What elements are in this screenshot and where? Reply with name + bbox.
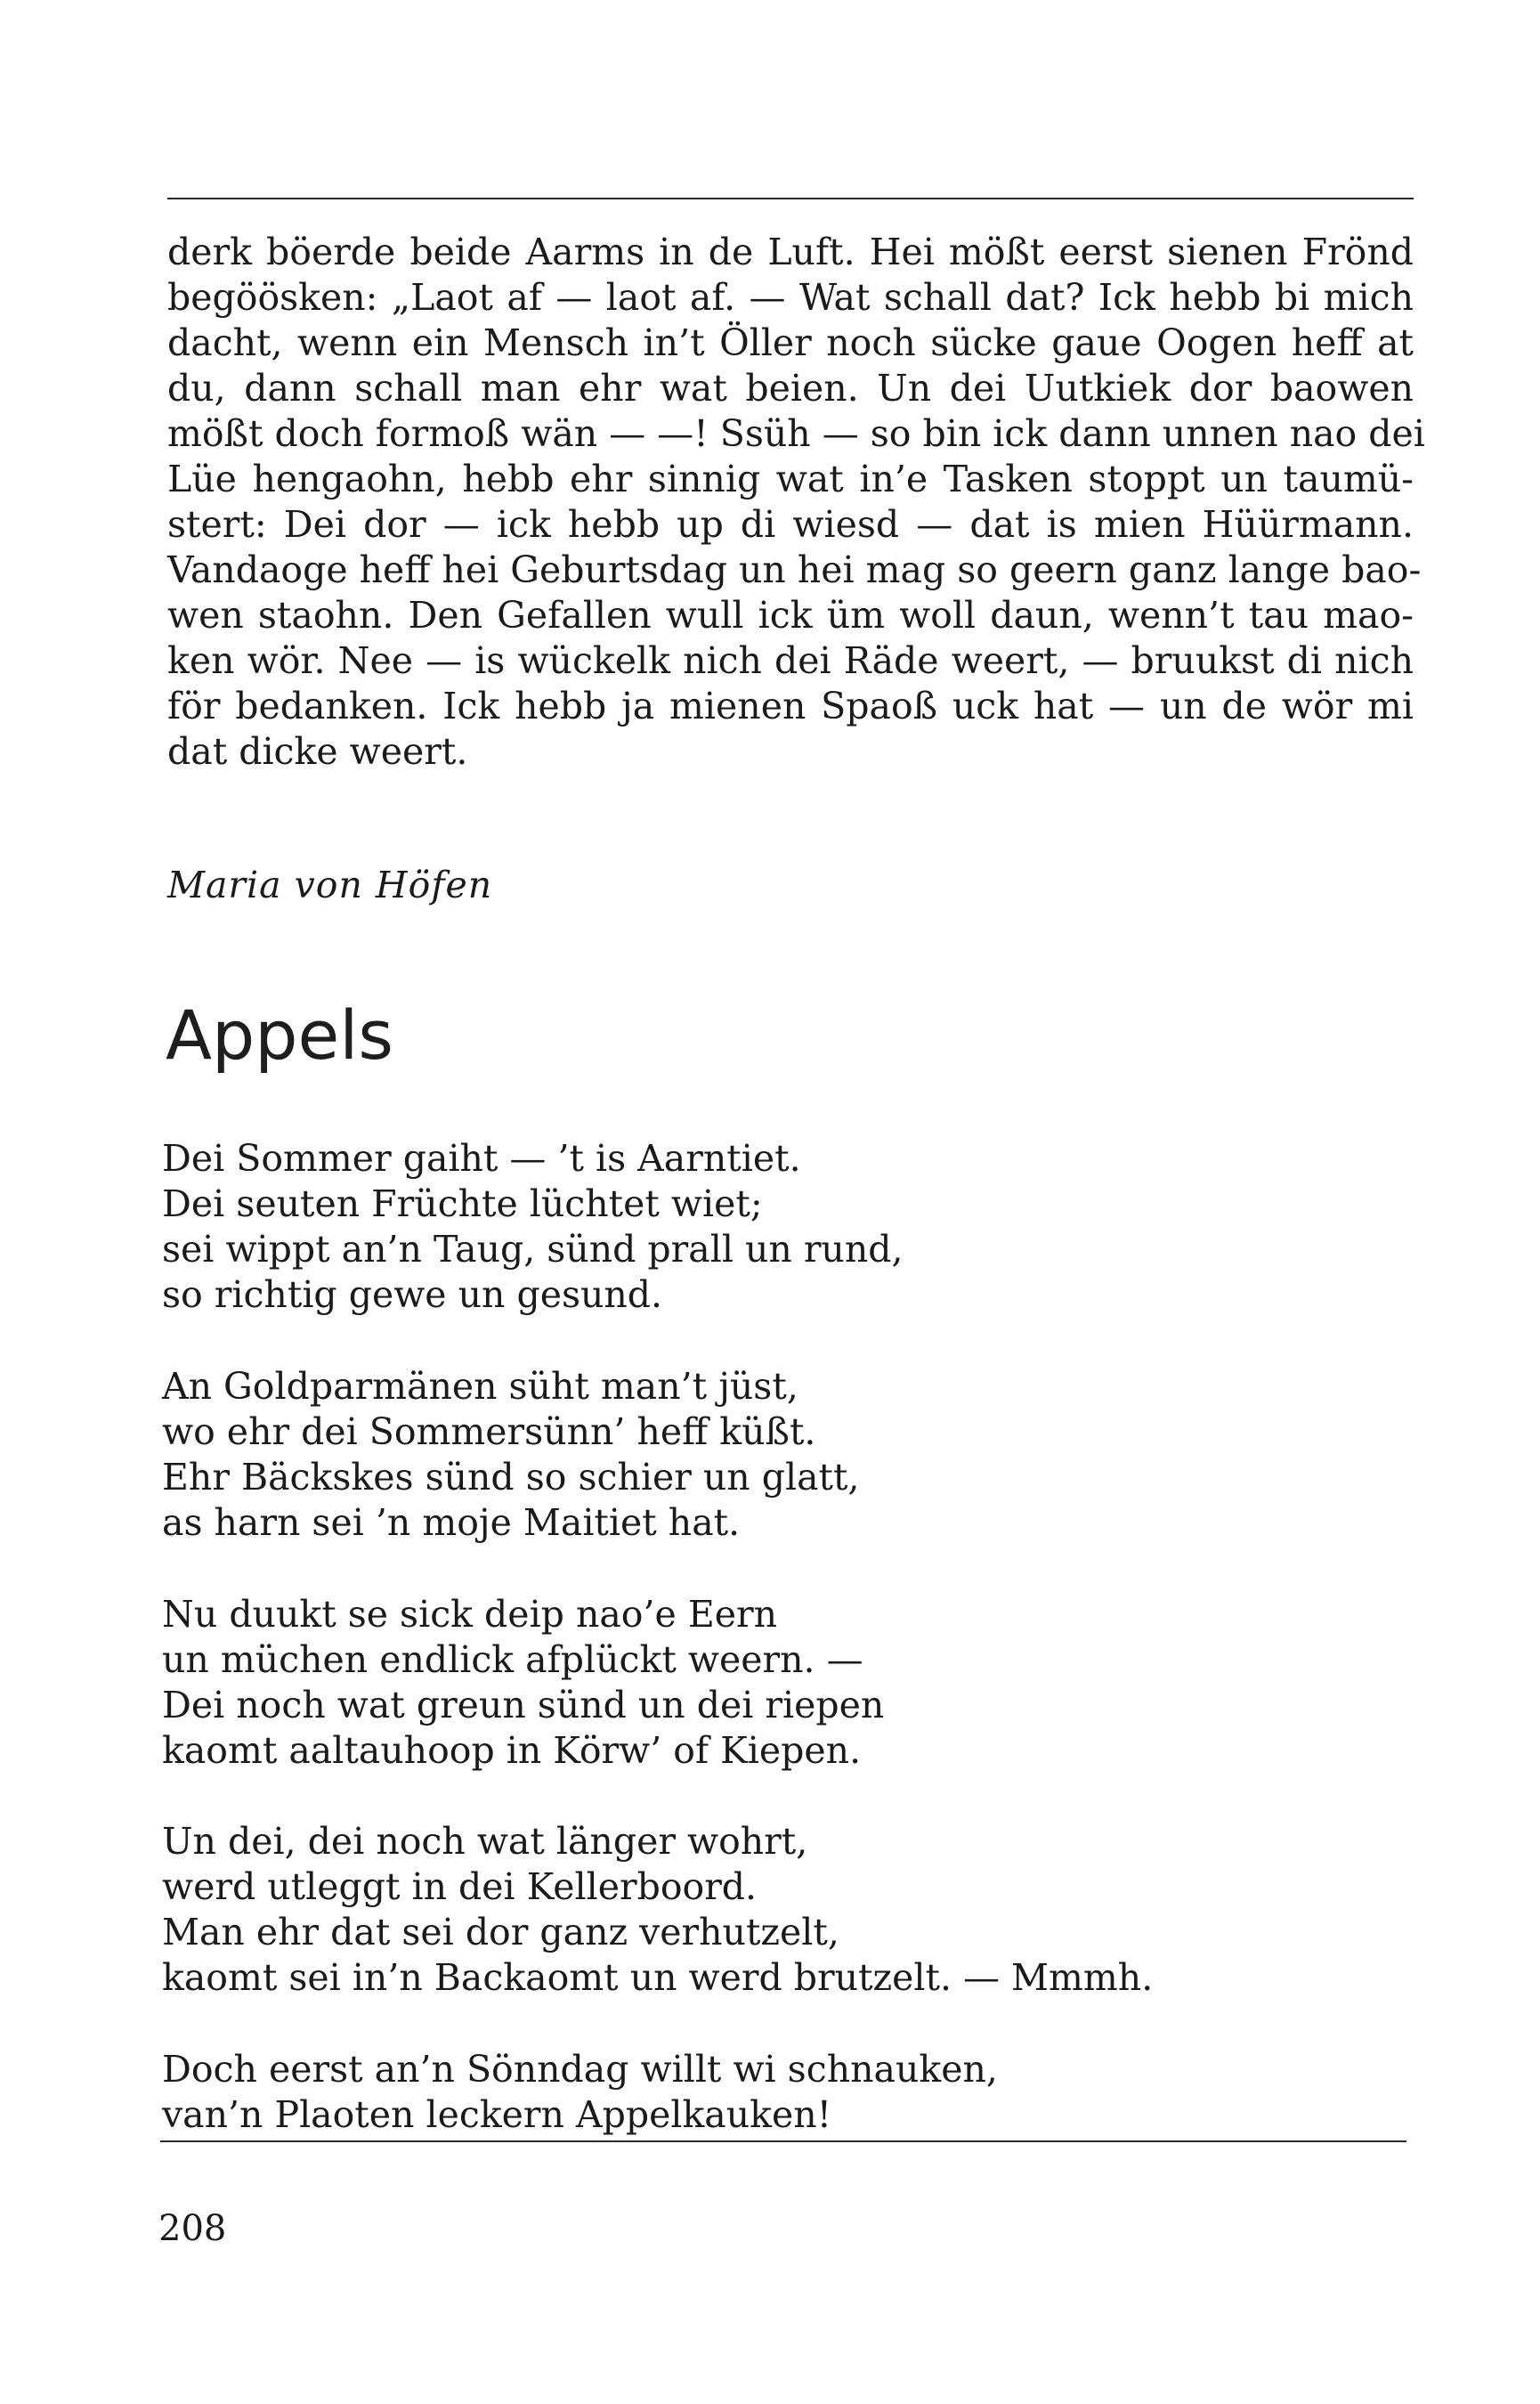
verse-line: An Goldparmänen süht man’t jüst,	[162, 1365, 798, 1408]
page-number: 208	[158, 2208, 227, 2249]
prose-line: wen staohn. Den Gefallen wull ick üm woll daun, wenn’t tau mao-	[167, 594, 1414, 637]
verse-line: kaomt aaltauhoop in Körw’ of Kiepen.	[162, 1729, 862, 1772]
top-rule	[167, 198, 1414, 199]
poem-stanza	[162, 1819, 1153, 2001]
verse-line: un müchen endlick afplückt weern. —	[162, 1638, 863, 1681]
verse-line: as harn sei ’n moje Maitiet hat.	[162, 1501, 741, 1544]
verse-line: Dei noch wat greun sünd un dei riepen	[162, 1684, 885, 1726]
verse-line: Nu duukt se sick deip nao’e Eern	[162, 1593, 778, 1636]
verse-line: Dei Sommer gaiht — ’t is Aarntiet.	[162, 1137, 801, 1180]
bottom-rule	[160, 2140, 1406, 2142]
poem-stanza	[162, 1364, 860, 1546]
prose-line: dacht, wenn ein Mensch in’t Öller noch sücke gaue Oogen heff at	[167, 321, 1414, 364]
author-name: Maria von Höfen	[167, 864, 493, 906]
verse-line: Dei seuten Früchte lüchtet wiet;	[162, 1182, 763, 1225]
prose-line: Vandaoge heff hei Geburtsdag un hei mag so geern ganz lange bao-	[167, 548, 1422, 591]
verse-line: Un dei, dei noch wat länger wohrt,	[162, 1820, 808, 1863]
prose-line: dat dicke weert.	[167, 730, 468, 773]
verse-line: wo ehr dei Sommersünn’ heff küßt.	[162, 1410, 816, 1453]
prose-line: stert: Dei dor — ick hebb up di wiesd — dat is mien Hüürmann.	[167, 503, 1414, 546]
prose-line: derk böerde beide Aarms in de Luft. Hei mößt eerst sienen Frönd	[167, 231, 1414, 273]
prose-line: begöösken: „Laot af — laot af. — Wat schall dat? Ick hebb bi mich	[167, 276, 1414, 319]
verse-line: kaomt sei in’n Backaomt un werd brutzelt. — Mmmh.	[162, 1956, 1154, 1999]
poem-stanza	[162, 1136, 904, 1318]
verse-line: Doch eerst an’n Sönndag willt wi schnauken,	[162, 2048, 998, 2091]
poem-title: Appels	[166, 995, 393, 1075]
prose-line: mößt doch formoß wän — —! Ssüh — so bin ick dann unnen nao dei	[167, 412, 1425, 455]
verse-line: van’n Plaoten leckern Appelkauken!	[162, 2093, 832, 2136]
poem-stanza	[162, 1592, 884, 1774]
prose-paragraph	[167, 230, 1425, 775]
verse-line: Man ehr dat sei dor ganz verhutzelt,	[162, 1911, 839, 1953]
verse-line: so richtig gewe un gesund.	[162, 1273, 663, 1316]
prose-line: du, dann schall man ehr wat beien. Un dei Uutkiek dor baowen	[167, 367, 1414, 410]
prose-line: ken wör. Nee — is wückelk nich dei Räde weert, — bruukst di nich	[167, 639, 1414, 682]
verse-line: Ehr Bäckskes sünd so schier un glatt,	[162, 1456, 860, 1498]
verse-line: sei wippt an’n Taug, sünd prall un rund,	[162, 1228, 904, 1271]
prose-line: Lüe hengaohn, hebb ehr sinnig wat in’e Tasken stoppt un taumü-	[167, 458, 1414, 500]
verse-line: werd utleggt in dei Kellerboord.	[162, 1865, 758, 1908]
poem-stanza	[162, 2047, 998, 2138]
prose-line: för bedanken. Ick hebb ja mienen Spaoß uck hat — un de wör mi	[167, 685, 1414, 727]
